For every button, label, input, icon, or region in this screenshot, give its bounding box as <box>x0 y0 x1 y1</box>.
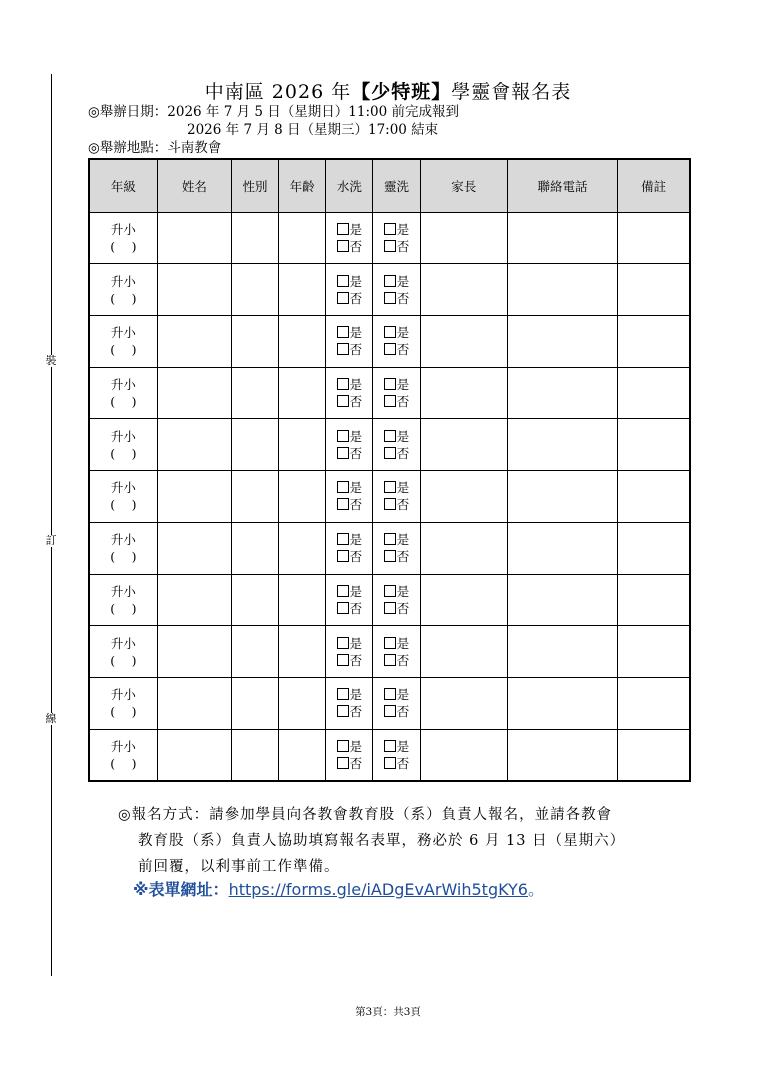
checkbox[interactable] <box>337 447 349 459</box>
gender-cell[interactable] <box>231 522 278 574</box>
age-cell[interactable] <box>279 315 326 367</box>
grade-prefix: 升小 <box>110 273 136 289</box>
grade-blank: ( ) <box>110 290 137 306</box>
checkbox[interactable] <box>337 223 349 235</box>
parent-cell[interactable] <box>420 471 507 523</box>
form-url-line <box>133 877 544 900</box>
header-grade: 年級 <box>89 159 157 212</box>
checkbox[interactable] <box>384 275 396 287</box>
name-cell[interactable] <box>157 264 231 316</box>
checkbox[interactable] <box>337 688 349 700</box>
grade-cell[interactable] <box>89 626 157 678</box>
event-date-line-2: 2026 年 7 月 8 日（星期三）17:00 結束 <box>187 122 439 138</box>
parent-cell[interactable] <box>420 419 507 471</box>
header-age: 年齡 <box>279 159 326 212</box>
binding-char-xian: 線 <box>45 712 57 725</box>
grade-blank: ( ) <box>110 394 137 410</box>
title-program: 【少特班】 <box>351 81 452 103</box>
checkbox[interactable] <box>384 481 396 493</box>
form-url-link[interactable]: https://forms.gle/iADgEvArWih5tgKY6 <box>228 880 528 899</box>
spirit-baptism-cell <box>373 212 420 264</box>
remarks-cell[interactable] <box>618 677 690 729</box>
checkbox[interactable] <box>384 223 396 235</box>
spirit-baptism-cell <box>373 419 420 471</box>
remarks-cell[interactable] <box>618 626 690 678</box>
checkbox-label-no: 否 <box>396 394 410 410</box>
age-cell[interactable] <box>279 419 326 471</box>
name-cell[interactable] <box>157 729 231 781</box>
checkbox[interactable] <box>337 757 349 769</box>
table-row <box>89 212 690 264</box>
spirit-baptism-cell <box>373 522 420 574</box>
checkbox-label-yes: 是 <box>396 687 410 703</box>
checkbox[interactable] <box>384 326 396 338</box>
grade-blank: ( ) <box>110 600 137 616</box>
grade-cell[interactable] <box>89 471 157 523</box>
remarks-cell[interactable] <box>618 574 690 626</box>
checkbox[interactable] <box>337 343 349 355</box>
remarks-cell[interactable] <box>618 367 690 419</box>
event-date-line-1: ◎舉辦日期：2026 年 7 月 5 日（星期日）11:00 前完成報到 <box>88 104 459 120</box>
grade-cell[interactable] <box>89 264 157 316</box>
checkbox[interactable] <box>384 533 396 545</box>
name-cell[interactable] <box>157 626 231 678</box>
table-row <box>89 626 690 678</box>
name-cell[interactable] <box>157 471 231 523</box>
checkbox[interactable] <box>337 602 349 614</box>
grade-blank: ( ) <box>110 704 137 720</box>
registration-table <box>88 158 691 782</box>
gender-cell[interactable] <box>231 315 278 367</box>
age-cell[interactable] <box>279 367 326 419</box>
spirit-baptism-cell <box>373 264 420 316</box>
checkbox-label-no: 否 <box>349 704 363 720</box>
checkbox-label-yes: 是 <box>349 687 363 703</box>
grade-prefix: 升小 <box>110 480 136 496</box>
water-baptism-cell <box>326 419 373 471</box>
remarks-cell[interactable] <box>618 522 690 574</box>
parent-cell[interactable] <box>420 212 507 264</box>
spirit-baptism-cell <box>373 677 420 729</box>
grade-prefix: 升小 <box>110 221 136 237</box>
checkbox[interactable] <box>384 292 396 304</box>
age-cell[interactable] <box>279 264 326 316</box>
grade-blank: ( ) <box>110 497 137 513</box>
checkbox[interactable] <box>384 740 396 752</box>
gender-cell[interactable] <box>231 626 278 678</box>
checkbox-label-yes: 是 <box>349 738 363 754</box>
checkbox-label-yes: 是 <box>349 480 363 496</box>
remarks-cell[interactable] <box>618 419 690 471</box>
checkbox-label-no: 否 <box>349 600 363 616</box>
checkbox-label-no: 否 <box>349 238 363 254</box>
header-spirit-baptism: 靈洗 <box>373 159 420 212</box>
checkbox-label-no: 否 <box>396 290 410 306</box>
name-cell[interactable] <box>157 212 231 264</box>
phone-cell[interactable] <box>507 626 617 678</box>
table-header-row <box>89 159 690 212</box>
name-cell[interactable] <box>157 522 231 574</box>
checkbox-label-yes: 是 <box>396 583 410 599</box>
checkbox[interactable] <box>384 602 396 614</box>
grade-prefix: 升小 <box>110 532 136 548</box>
checkbox-label-yes: 是 <box>396 273 410 289</box>
table-row <box>89 729 690 781</box>
registration-note <box>118 802 698 880</box>
gender-cell[interactable] <box>231 264 278 316</box>
parent-cell[interactable] <box>420 729 507 781</box>
checkbox-label-yes: 是 <box>349 221 363 237</box>
parent-cell[interactable] <box>420 626 507 678</box>
remarks-cell[interactable] <box>618 729 690 781</box>
remarks-cell[interactable] <box>618 264 690 316</box>
checkbox-label-no: 否 <box>349 394 363 410</box>
checkbox[interactable] <box>384 585 396 597</box>
checkbox-label-yes: 是 <box>396 325 410 341</box>
checkbox[interactable] <box>337 481 349 493</box>
checkbox-label-yes: 是 <box>396 532 410 548</box>
grade-cell[interactable] <box>89 212 157 264</box>
checkbox-label-no: 否 <box>396 342 410 358</box>
checkbox[interactable] <box>384 688 396 700</box>
name-cell[interactable] <box>157 574 231 626</box>
water-baptism-cell <box>326 522 373 574</box>
water-baptism-cell <box>326 729 373 781</box>
phone-cell[interactable] <box>507 574 617 626</box>
checkbox[interactable] <box>384 447 396 459</box>
checkbox-label-yes: 是 <box>349 635 363 651</box>
grade-cell[interactable] <box>89 315 157 367</box>
checkbox[interactable] <box>337 550 349 562</box>
name-cell[interactable] <box>157 367 231 419</box>
checkbox-label-no: 否 <box>396 600 410 616</box>
checkbox[interactable] <box>337 533 349 545</box>
gender-cell[interactable] <box>231 471 278 523</box>
checkbox-label-no: 否 <box>396 549 410 565</box>
grade-prefix: 升小 <box>110 687 136 703</box>
phone-cell[interactable] <box>507 522 617 574</box>
note-line-1: ◎報名方式：請參加學員向各教會教育股（系）負責人報名，並請各教會 <box>118 807 613 823</box>
age-cell[interactable] <box>279 729 326 781</box>
checkbox-label-yes: 是 <box>396 635 410 651</box>
checkbox-label-yes: 是 <box>349 273 363 289</box>
title-suffix: 學靈會報名表 <box>451 81 572 103</box>
checkbox-label-yes: 是 <box>396 428 410 444</box>
checkbox-label-no: 否 <box>349 497 363 513</box>
checkbox[interactable] <box>337 740 349 752</box>
grade-cell[interactable] <box>89 729 157 781</box>
grade-blank: ( ) <box>110 755 137 771</box>
remarks-cell[interactable] <box>618 315 690 367</box>
binding-line <box>51 74 52 976</box>
spirit-baptism-cell <box>373 574 420 626</box>
spirit-baptism-cell <box>373 367 420 419</box>
checkbox-label-no: 否 <box>349 342 363 358</box>
table-row <box>89 471 690 523</box>
note-line-3: 前回覆，以利事前工作準備。 <box>138 859 340 875</box>
table-row <box>89 677 690 729</box>
checkbox-label-yes: 是 <box>349 583 363 599</box>
checkbox[interactable] <box>337 705 349 717</box>
checkbox[interactable] <box>384 705 396 717</box>
table-row <box>89 522 690 574</box>
table-body <box>89 212 690 781</box>
page-title <box>0 77 757 104</box>
phone-cell[interactable] <box>507 729 617 781</box>
grade-prefix: 升小 <box>110 738 136 754</box>
grade-prefix: 升小 <box>110 377 136 393</box>
checkbox[interactable] <box>384 378 396 390</box>
checkbox-label-no: 否 <box>349 290 363 306</box>
parent-cell[interactable] <box>420 522 507 574</box>
checkbox-label-no: 否 <box>396 497 410 513</box>
event-location-line: ◎舉辦地點：斗南教會 <box>88 140 222 156</box>
gender-cell[interactable] <box>231 729 278 781</box>
checkbox[interactable] <box>337 275 349 287</box>
checkbox-label-yes: 是 <box>349 428 363 444</box>
table-row <box>89 315 690 367</box>
checkbox-label-no: 否 <box>349 755 363 771</box>
note-line-2: 教育股（系）負責人協助填寫報名表單，務必於 6 月 13 日（星期六） <box>138 833 626 849</box>
checkbox-label-yes: 是 <box>396 738 410 754</box>
water-baptism-cell <box>326 574 373 626</box>
gender-cell[interactable] <box>231 212 278 264</box>
checkbox[interactable] <box>384 343 396 355</box>
checkbox-label-yes: 是 <box>349 377 363 393</box>
gender-cell[interactable] <box>231 367 278 419</box>
water-baptism-cell <box>326 212 373 264</box>
checkbox[interactable] <box>337 585 349 597</box>
water-baptism-cell <box>326 367 373 419</box>
checkbox[interactable] <box>337 240 349 252</box>
spirit-baptism-cell <box>373 626 420 678</box>
checkbox[interactable] <box>384 550 396 562</box>
remarks-cell[interactable] <box>618 212 690 264</box>
checkbox[interactable] <box>337 498 349 510</box>
grade-blank: ( ) <box>110 652 137 668</box>
checkbox-label-no: 否 <box>396 238 410 254</box>
grade-prefix: 升小 <box>110 583 136 599</box>
checkbox[interactable] <box>337 378 349 390</box>
grade-cell[interactable] <box>89 677 157 729</box>
checkbox[interactable] <box>337 326 349 338</box>
checkbox-label-yes: 是 <box>396 221 410 237</box>
binding-char-zhuang: 裝 <box>45 354 57 367</box>
table-row <box>89 419 690 471</box>
header-name: 姓名 <box>157 159 231 212</box>
phone-cell[interactable] <box>507 471 617 523</box>
binding-char-ding: 訂 <box>45 534 57 547</box>
phone-cell[interactable] <box>507 367 617 419</box>
parent-cell[interactable] <box>420 574 507 626</box>
checkbox[interactable] <box>337 637 349 649</box>
checkbox[interactable] <box>384 395 396 407</box>
header-parent: 家長 <box>420 159 507 212</box>
grade-cell[interactable] <box>89 419 157 471</box>
table-row <box>89 367 690 419</box>
checkbox-label-yes: 是 <box>396 377 410 393</box>
parent-cell[interactable] <box>420 315 507 367</box>
checkbox[interactable] <box>384 637 396 649</box>
checkbox-label-no: 否 <box>396 445 410 461</box>
parent-cell[interactable] <box>420 367 507 419</box>
phone-cell[interactable] <box>507 212 617 264</box>
grade-blank: ( ) <box>110 549 137 565</box>
checkbox[interactable] <box>337 654 349 666</box>
name-cell[interactable] <box>157 315 231 367</box>
form-url-label: ※表單網址： <box>133 880 229 899</box>
water-baptism-cell <box>326 677 373 729</box>
grade-prefix: 升小 <box>110 428 136 444</box>
checkbox-label-yes: 是 <box>396 480 410 496</box>
checkbox-label-no: 否 <box>349 445 363 461</box>
checkbox-label-no: 否 <box>349 549 363 565</box>
grade-blank: ( ) <box>110 342 137 358</box>
phone-cell[interactable] <box>507 264 617 316</box>
checkbox-label-yes: 是 <box>349 532 363 548</box>
checkbox[interactable] <box>384 430 396 442</box>
age-cell[interactable] <box>279 677 326 729</box>
checkbox-label-no: 否 <box>396 755 410 771</box>
parent-cell[interactable] <box>420 677 507 729</box>
phone-cell[interactable] <box>507 677 617 729</box>
checkbox[interactable] <box>384 654 396 666</box>
water-baptism-cell <box>326 315 373 367</box>
spirit-baptism-cell <box>373 315 420 367</box>
spirit-baptism-cell <box>373 729 420 781</box>
checkbox[interactable] <box>337 292 349 304</box>
checkbox-label-yes: 是 <box>349 325 363 341</box>
gender-cell[interactable] <box>231 574 278 626</box>
age-cell[interactable] <box>279 626 326 678</box>
name-cell[interactable] <box>157 677 231 729</box>
header-water-baptism: 水洗 <box>326 159 373 212</box>
form-url-end: 。 <box>527 880 544 899</box>
age-cell[interactable] <box>279 212 326 264</box>
table-row <box>89 264 690 316</box>
checkbox[interactable] <box>384 498 396 510</box>
water-baptism-cell <box>326 264 373 316</box>
header-phone: 聯絡電話 <box>507 159 617 212</box>
grade-cell[interactable] <box>89 367 157 419</box>
parent-cell[interactable] <box>420 264 507 316</box>
gender-cell[interactable] <box>231 419 278 471</box>
age-cell[interactable] <box>279 471 326 523</box>
grade-cell[interactable] <box>89 574 157 626</box>
grade-prefix: 升小 <box>110 635 136 651</box>
checkbox[interactable] <box>384 240 396 252</box>
title-prefix: 中南區 2026 年 <box>204 81 352 103</box>
name-cell[interactable] <box>157 419 231 471</box>
checkbox-label-no: 否 <box>349 652 363 668</box>
age-cell[interactable] <box>279 522 326 574</box>
checkbox-label-no: 否 <box>396 704 410 720</box>
water-baptism-cell <box>326 626 373 678</box>
page-footer: 第3頁：共3頁 <box>355 1006 421 1018</box>
remarks-cell[interactable] <box>618 471 690 523</box>
water-baptism-cell <box>326 471 373 523</box>
grade-blank: ( ) <box>110 445 137 461</box>
phone-cell[interactable] <box>507 315 617 367</box>
checkbox-label-no: 否 <box>396 652 410 668</box>
grade-prefix: 升小 <box>110 325 136 341</box>
header-remarks: 備註 <box>618 159 690 212</box>
phone-cell[interactable] <box>507 419 617 471</box>
spirit-baptism-cell <box>373 471 420 523</box>
gender-cell[interactable] <box>231 677 278 729</box>
checkbox[interactable] <box>337 430 349 442</box>
checkbox[interactable] <box>384 757 396 769</box>
header-gender: 性別 <box>231 159 278 212</box>
checkbox[interactable] <box>337 395 349 407</box>
age-cell[interactable] <box>279 574 326 626</box>
grade-cell[interactable] <box>89 522 157 574</box>
grade-blank: ( ) <box>110 238 137 254</box>
table-row <box>89 574 690 626</box>
